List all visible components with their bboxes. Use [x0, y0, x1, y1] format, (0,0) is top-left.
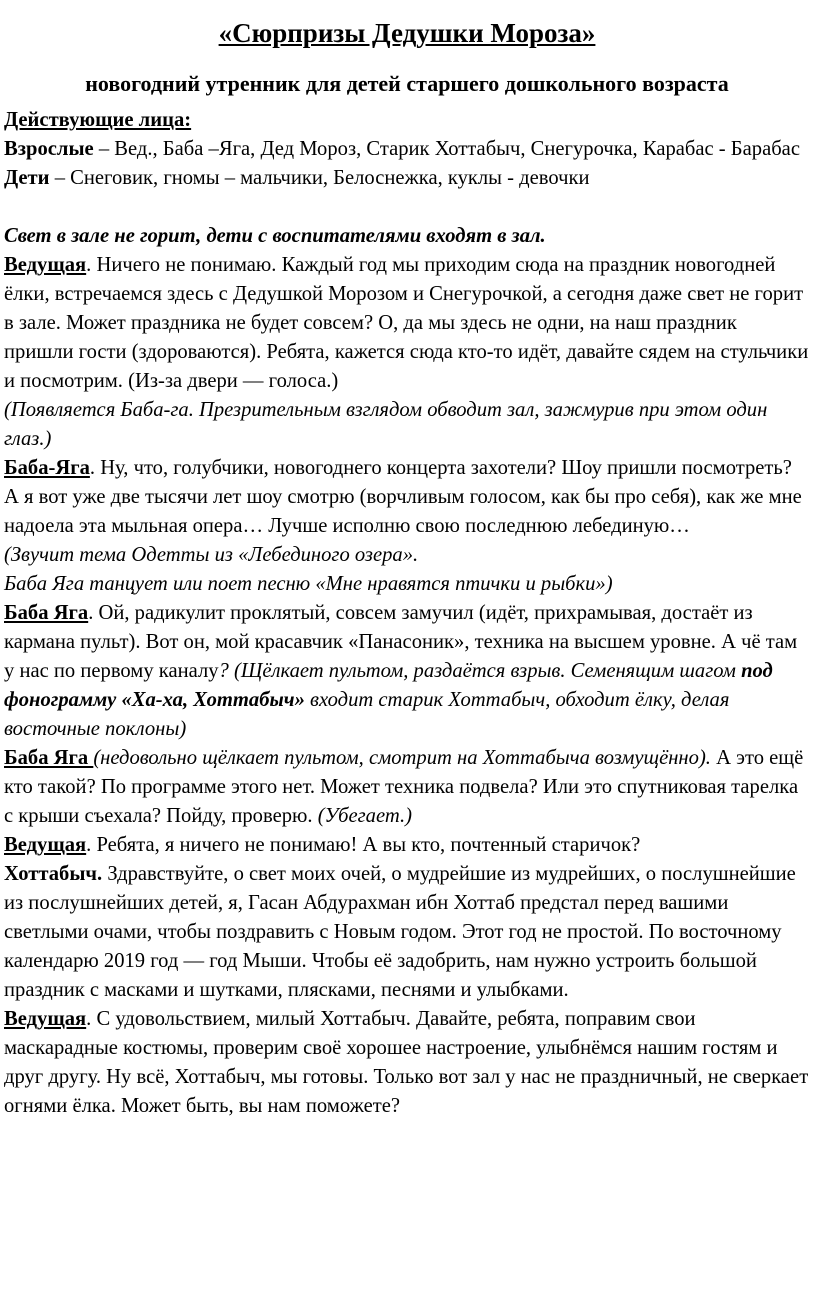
cast-adults: [4, 135, 810, 164]
speaker-name: Баба Яга: [4, 747, 94, 769]
cast-adults-text: – Вед., Баба –Яга, Дед Мороз, Старик Хоттабыч, Снегурочка, Карабас - Барабас: [93, 138, 800, 160]
stage-direction-inline: (недовольно щёлкает пультом, смотрит на Хоттабыча возмущённо).: [93, 747, 711, 769]
replica: [4, 454, 810, 541]
stage-direction-inline: (Убегает.): [317, 805, 412, 827]
replica: [4, 1005, 810, 1121]
stage-direction: (Звучит тема Одетты из «Лебединого озера».: [4, 544, 419, 566]
replica-text: . Ничего не понимаю. Каждый год мы приходим сюда на праздник новогодней ёлки, встречаемся здесь с Дедушкой Морозом и Снегурочкой, а сегодня даже свет не горит в зале. Может праздника не будет совсем? О, да мы здесь не одни, на наш праздник пришли гости (здороваются). Ребята, кажется сюда кто-то идёт, давайте сядем на стульчики и посмотрим. (Из-за двери — голоса.): [4, 254, 809, 392]
cast-heading: Действующие лица:: [4, 109, 192, 131]
stage-direction-inline: ? (Щёлкает пультом, раздаётся взрыв. Семенящим шагом: [218, 660, 742, 682]
speaker-name: Ведущая: [4, 834, 87, 856]
speaker-name: Ведущая: [4, 1008, 87, 1030]
cast-adults-label: Взрослые: [4, 138, 94, 160]
document-subtitle: новогодний утренник для детей старшего дошкольного возраста: [85, 71, 729, 96]
replica-text: . Ну, что, голубчики, новогоднего концерта захотели? Шоу пришли посмотреть? А я вот уже две тысячи лет шоу смотрю (ворчливым голосом, как бы про себя), как же мне надоела эта мыльная опера… Лучше исполню свою последнюю лебединую…: [4, 457, 802, 537]
replica-text: Здравствуйте, о свет моих очей, о мудрейшие из мудрейших, о послушнейшие из послушнейших детей, я, Гасан Абдурахман ибн Хоттаб предстал перед вашими светлыми очами, чтобы поздравить с Новым годом. Этот год не простой. По восточному календарю 2019 год — год Мыши. Чтобы её задобрить, нам нужно устроить большой праздник с масками и шутками, плясками, песнями и улыбками.: [4, 863, 796, 1001]
document-title: «Сюрпризы Дедушки Мороза»: [218, 18, 596, 48]
replica: [4, 831, 810, 860]
stage-direction: (Появляется Баба-га. Презрительным взглядом обводит зал, зажмурив при этом один глаз.): [4, 399, 768, 450]
cast-kids-label: Дети: [4, 167, 50, 189]
stage-direction: Баба Яга танцует или поет песню «Мне нравятся птички и рыбки»): [4, 573, 613, 595]
document-body: [4, 106, 810, 1121]
cast-kids-text: – Снеговик, гномы – мальчики, Белоснежка, куклы - девочки: [49, 167, 590, 189]
blank-line: [4, 193, 810, 222]
replica-text: А это ещё кто такой? По программе этого нет. Может техника подвела? Или это спутниковая тарелка с крыши съехала? Пойду, проверю.: [4, 747, 804, 827]
stage-direction-inline: входит старик Хоттабыч, обходит ёлку, делая восточные поклоны): [4, 689, 730, 740]
stage-direction-bold: под фонограмму «Ха-ха, Хоттабыч»: [4, 660, 773, 711]
replica-text: . Ой, радикулит проклятый, совсем замучил (идёт, прихрамывая, достаёт из кармана пульт). Вот он, мой красавчик «Панасоник», техника на высшем уровне. А чё там у нас по первому каналу: [4, 602, 798, 682]
replica: [4, 251, 810, 396]
replica: [4, 860, 810, 1005]
replica: [4, 744, 810, 831]
cast-kids: [4, 164, 810, 193]
speaker-name: Ведущая: [4, 254, 87, 276]
replica-text: . Ребята, я ничего не понимаю! А вы кто, почтенный старичок?: [86, 834, 641, 856]
replica: [4, 599, 810, 744]
document-page: [0, 14, 816, 1309]
speaker-name: Баба Яга: [4, 602, 89, 624]
speaker-name: Баба-Яга: [4, 457, 90, 479]
stage-direction: Свет в зале не горит, дети с воспитателями входят в зал.: [4, 225, 546, 247]
speaker-name: Хоттабыч.: [4, 863, 103, 885]
replica-text: . С удовольствием, милый Хоттабыч. Давайте, ребята, поправим свои маскарадные костюмы, проверим своё хорошее настроение, улыбнёмся нашим гостям и друг другу. Ну всё, Хоттабыч, мы готовы. Только вот зал у нас не праздничный, не сверкает огнями ёлка. Может быть, вы нам поможете?: [4, 1008, 809, 1117]
